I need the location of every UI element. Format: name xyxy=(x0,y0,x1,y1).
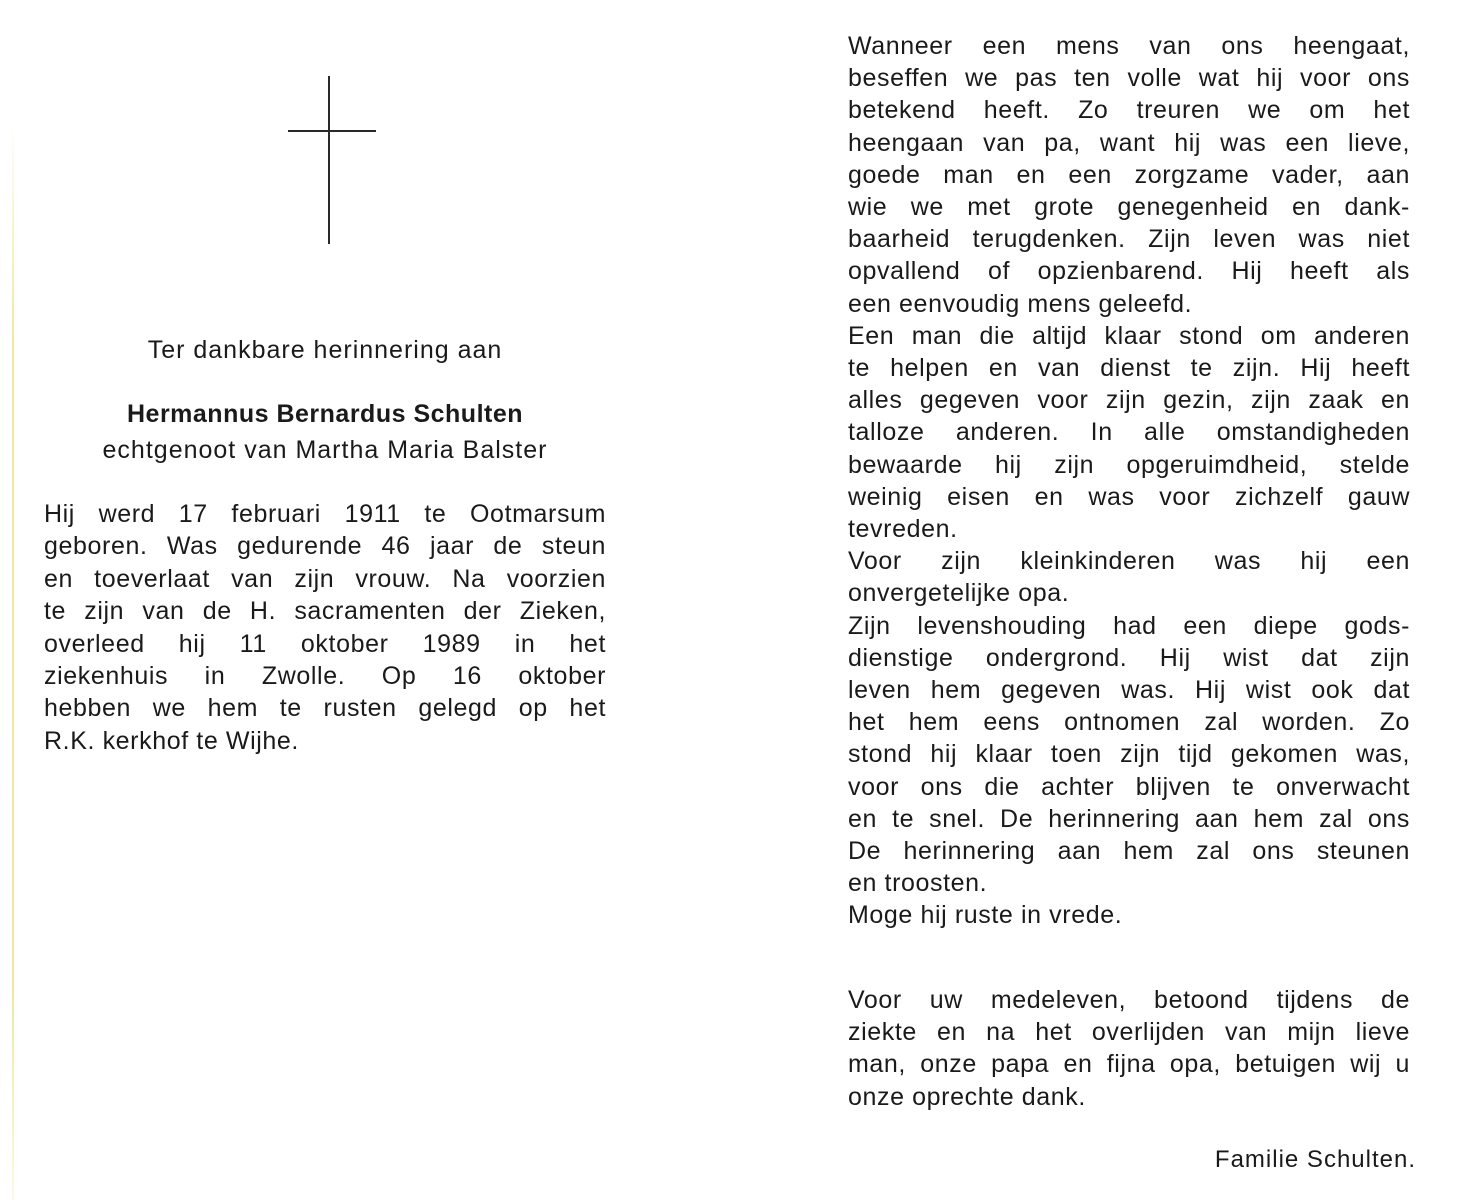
thanks-line: man, onze papa en fijna opa, betuigen wij u xyxy=(848,1050,1410,1079)
poem-line: en te snel. De herinnering aan hem zal ons xyxy=(848,804,1410,833)
poem-line: stond hij klaar toen zijn tijd gekomen was, xyxy=(848,740,1410,769)
cross-horizontal-bar xyxy=(288,130,376,132)
bio-line: ziekenhuis in Zwolle. Op 16 oktober xyxy=(44,662,606,691)
poem-line: Zijn levenshouding had een diepe gods- xyxy=(848,611,1410,640)
poem-line: en troosten. xyxy=(848,869,988,898)
poem-line: betekend heeft. Zo treuren we om het xyxy=(848,96,1410,125)
poem-line: Moge hij ruste in vrede. xyxy=(848,901,1123,930)
bio-line: en toeverlaat van zijn vrouw. Na voorzien xyxy=(44,564,606,593)
bio-line: overleed hij 11 oktober 1989 in het xyxy=(44,629,606,658)
bio-line: Hij werd 17 februari 1911 te Ootmarsum xyxy=(44,500,606,528)
spouse-line: echtgenoot van Martha Maria Balster xyxy=(102,436,548,464)
thanks-line: Voor uw medeleven, betoond tijdens de xyxy=(848,986,1410,1014)
bio-line: R.K. kerkhof te Wijhe. xyxy=(44,726,299,755)
poem-line: wie we met grote genegenheid en dank- xyxy=(848,193,1410,222)
cross-icon xyxy=(288,76,376,244)
poem-line: weinig eisen en was voor zichzelf gauw xyxy=(848,482,1410,511)
biography xyxy=(44,498,606,757)
poem-line: onvergetelijke opa. xyxy=(848,579,1070,608)
memorial-heading: Ter dankbare herinnering aan xyxy=(147,336,503,364)
poem-line: het hem eens ontnomen zal worden. Zo xyxy=(848,708,1410,737)
poem-line: De herinnering aan hem zal ons steunen xyxy=(848,837,1410,866)
cross-vertical-bar xyxy=(328,76,330,244)
family-signature: Familie Schulten. xyxy=(1214,1146,1416,1173)
thanks-line: ziekte en na het overlijden van mijn lieve xyxy=(848,1018,1410,1047)
poem-line: Voor zijn kleinkinderen was hij een xyxy=(848,547,1410,576)
bio-line: te zijn van de H. sacramenten der Zieken, xyxy=(44,597,606,626)
poem-line: beseffen we pas ten volle wat hij voor ons xyxy=(848,64,1410,93)
thanks-note xyxy=(848,984,1410,1113)
thanks-line: onze oprechte dank. xyxy=(848,1082,1086,1111)
poem-line: leven hem gegeven was. Hij wist ook dat xyxy=(848,676,1410,705)
memorial-text xyxy=(848,30,1410,932)
poem-line: heengaan van pa, want hij was een lieve, xyxy=(848,128,1410,157)
poem-line: talloze anderen. In alle omstandigheden xyxy=(848,418,1410,447)
poem-line: alles gegeven voor zijn gezin, zijn zaak en xyxy=(848,386,1410,415)
poem-line: Een man die altijd klaar stond om anderen xyxy=(848,321,1410,350)
poem-line: opvallend of opzienbarend. Hij heeft als xyxy=(848,257,1410,286)
poem-line: Wanneer een mens van ons heengaat, xyxy=(848,32,1410,60)
poem-line: te helpen en van dienst te zijn. Hij heeft xyxy=(848,354,1410,383)
bio-line: hebben we hem te rusten gelegd op het xyxy=(44,694,606,723)
poem-line: bewaarde hij zijn opgeruimdheid, stelde xyxy=(848,450,1410,479)
poem-line: voor ons die achter blijven te onverwacht xyxy=(848,772,1410,801)
poem-line: baarheid terugdenken. Zijn leven was niet xyxy=(848,225,1410,254)
poem-line: goede man en een zorgzame vader, aan xyxy=(848,160,1410,189)
card-edge-mark xyxy=(12,120,14,1200)
deceased-name: Hermannus Bernardus Schulten xyxy=(126,400,524,428)
poem-line: een eenvoudig mens geleefd. xyxy=(848,289,1193,318)
poem-line: dienstige ondergrond. Hij wist dat zijn xyxy=(848,643,1410,672)
bio-line: geboren. Was gedurende 46 jaar de steun xyxy=(44,532,606,561)
poem-line: tevreden. xyxy=(848,515,958,544)
